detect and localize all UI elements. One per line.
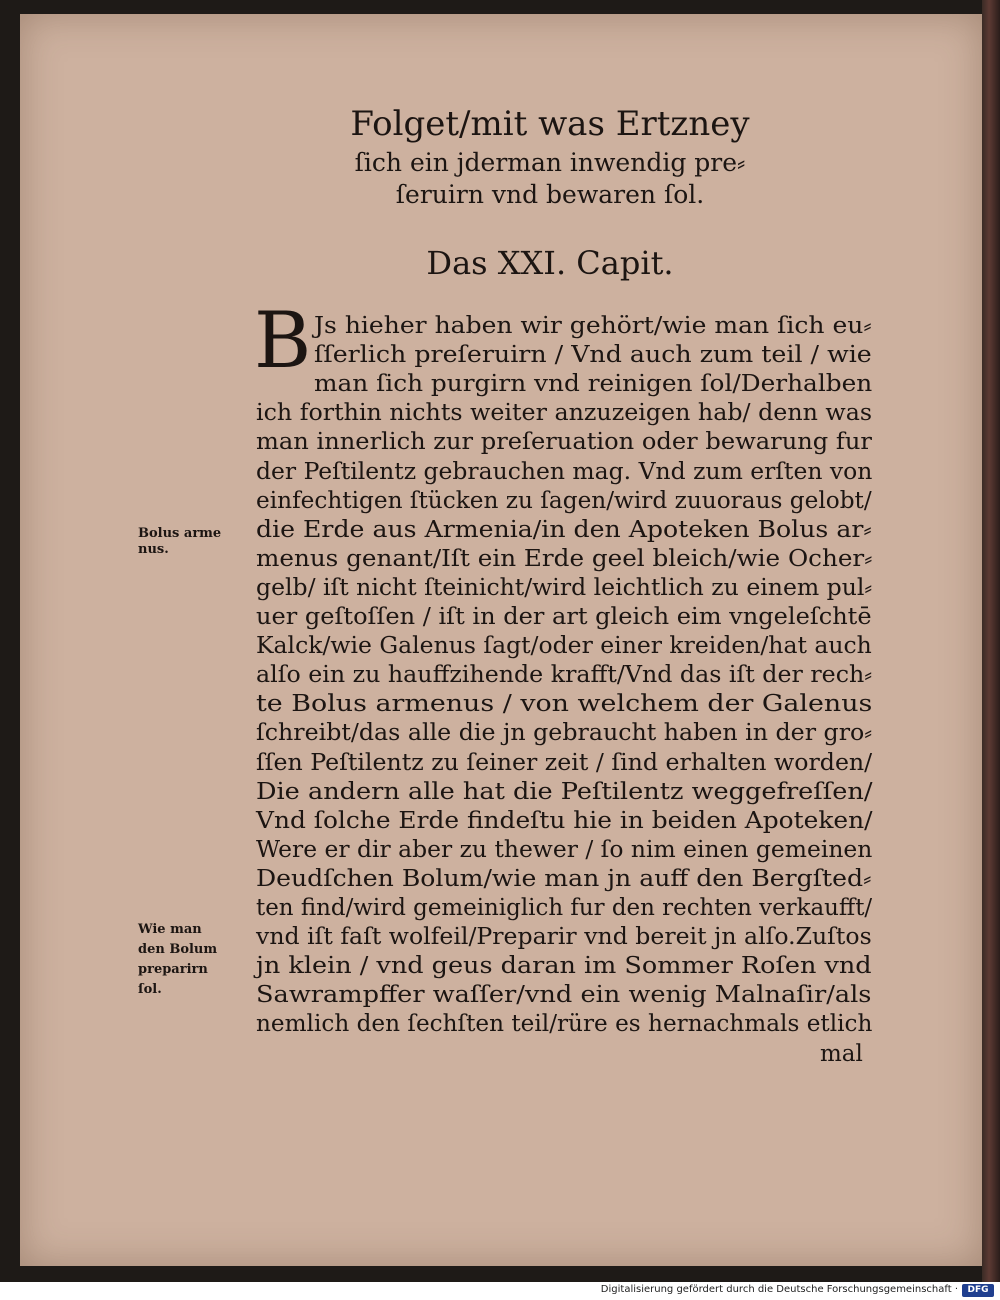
margin-note-line: nus. <box>138 542 169 557</box>
text-line: te Bolus armenus / von welchem der Galenus <box>256 691 873 718</box>
text-line: mal <box>820 1040 863 1067</box>
text-line: die Erde aus Armenia/in den Apoteken Bolus ar⸗ <box>256 516 872 543</box>
text-line: uer geſtoſſen / iſt in der art gleich eim vngeleſchtē <box>256 604 872 630</box>
margin-note-bolus <box>138 524 221 560</box>
text-line: ſſerlich preſeruirn / Vnd auch zum teil / wie <box>314 342 872 369</box>
text-line: Deudſchen Bolum/wie man jn auff den Bergſted⸗ <box>256 865 872 892</box>
funding-notice: Digitalisierung gefördert durch die Deutsche Forschungsgemeinschaft · <box>600 1284 958 1295</box>
text-line: Js hieher haben wir gehört/wie man ſich eu⸗ <box>314 313 872 339</box>
margin-note-line: ſol. <box>138 982 162 997</box>
text-line: alſo ein zu hauffzihende krafft/Vnd das iſt der rech⸗ <box>256 662 873 689</box>
margin-note-line: preparirn <box>138 962 208 977</box>
margin-note-line: Bolus arme <box>138 526 222 541</box>
text-line: der Peſtilentz gebrauchen mag. Vnd zum erſten von <box>256 458 873 485</box>
initial-letter: B <box>254 296 312 386</box>
margin-note-preparirn <box>138 920 217 1000</box>
text-line: man ſich purgirn vnd reinigen ſol/Derhalben <box>314 371 873 398</box>
book-edge <box>982 0 1000 1300</box>
text-line: Die andern alle hat die Peſtilentz weggefreſſen/ <box>256 778 873 805</box>
margin-note-line: Wie man <box>138 922 202 937</box>
text-line: menus genant/Iſt ein Erde geel bleich/wie Ocher⸗ <box>256 545 873 572</box>
text-line: gelb/ iſt nicht ſteinicht/wird leichtlich zu einem pul⸗ <box>256 574 873 601</box>
text-line: ten find/wird gemeiniglich fur den rechten verkaufft/ <box>256 895 873 921</box>
text-line: Sawrampffer waſſer/vnd ein wenig Malnaſir/als <box>256 982 872 1009</box>
text-line: vnd iſt faſt wolfeil/Preparir vnd bereit jn alſo.Zuſtos <box>256 924 872 951</box>
text-line: nemlich den ſechſten teil/rüre es hernachmals etlich <box>256 1011 873 1038</box>
text-line: ich forthin nichts weiter anzuzeigen hab/ denn was <box>256 400 873 427</box>
text-line: Were er dir aber zu thewer / ſo nim einen gemeinen <box>256 836 873 863</box>
heading-line-3: ſeruirn vnd bewaren ſol. <box>395 180 705 209</box>
heading-line-2: ſich ein jderman inwendig pre⸗ <box>354 148 746 177</box>
heading-line-1: Folget/mit was Ertzney <box>350 104 750 144</box>
text-line: einfechtigen ſtücken zu ſagen/wird zuuoraus gelobt/ <box>256 487 872 514</box>
chapter-heading: Das XXI. Capit. <box>426 244 674 282</box>
text-line: jn klein / vnd geus daran im Sommer Roſen vnd <box>256 953 872 980</box>
dfg-logo: DFG <box>962 1284 994 1297</box>
text-line: ſſen Peſtilentz zu ſeiner zeit / ſind erhalten worden/ <box>256 749 873 776</box>
text-line: Kalck/wie Galenus ſagt/oder einer kreiden/hat auch <box>256 633 872 660</box>
text-line: Vnd ſolche Erde findeſtu hie in beiden Apoteken/ <box>256 807 873 834</box>
text-line: man innerlich zur preſeruation oder bewarung fur <box>256 429 872 456</box>
margin-note-line: den Bolum <box>138 942 218 957</box>
text-line: ſchreibt/das alle die jn gebraucht haben in der gro⸗ <box>256 720 873 747</box>
